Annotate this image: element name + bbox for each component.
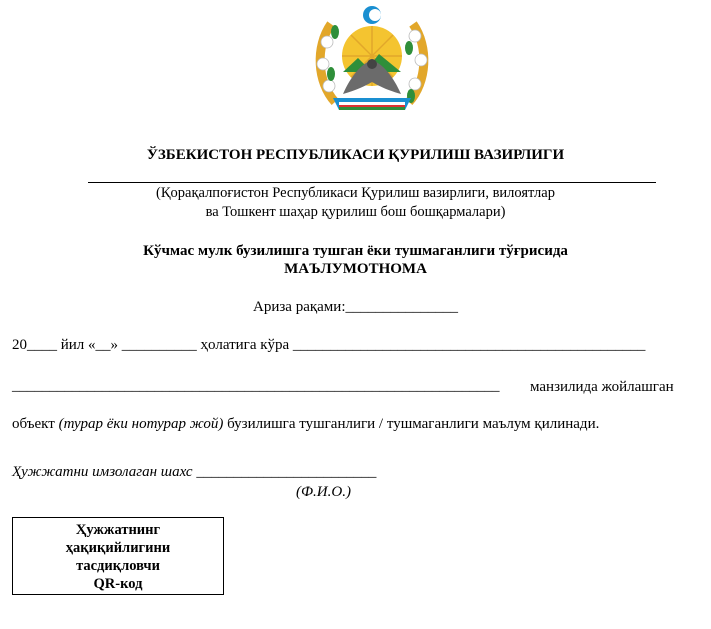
qr-box-line: тасдиқловчи xyxy=(76,558,160,574)
emblem-icon xyxy=(313,2,431,124)
signer-blank: ________________________ xyxy=(196,464,377,480)
object-suffix: бузилишга тушганлиги / тушмаганлиги маълум қилинади. xyxy=(227,416,600,432)
state-emblem xyxy=(313,2,431,124)
subtitle-line-1: (Қорақалпоғистон Республикаси Қурилиш вазирлиги, вилоятлар xyxy=(156,185,555,201)
date-line: 20____ йил «__» __________ ҳолатига кўра _______________________________________________ xyxy=(12,337,646,353)
address-suffix: манзилида жойлашган xyxy=(530,379,674,395)
document-type: МАЪЛУМОТНОМА xyxy=(284,261,427,277)
subtitle-line-2: ва Тошкент шаҳар қурилиш бош бошқармалари) xyxy=(205,204,506,220)
qr-box-line: Ҳужжатнинг xyxy=(75,522,161,538)
ministry-underline xyxy=(88,182,656,183)
ministry-title: ЎЗБЕКИСТОН РЕСПУБЛИКАСИ ҚУРИЛИШ ВАЗИРЛИГИ xyxy=(146,147,565,163)
address-blank: _________________________________________________________________ xyxy=(12,378,500,394)
qr-box-line: ҳақиқийлигини xyxy=(65,540,171,556)
object-line xyxy=(12,416,599,433)
fio-label: (Ф.И.О.) xyxy=(296,484,351,500)
object-type: (турар ёки нотурар жой) xyxy=(58,416,224,432)
signer-label: Ҳужжатни имзолаган шахс xyxy=(12,464,193,480)
document-subject: Кўчмас мулк бузилишга тушган ёки тушмаганлиги тўғрисида xyxy=(143,243,568,259)
application-number: Ариза рақами:_______________ xyxy=(253,299,458,315)
qr-code-box xyxy=(12,517,224,595)
object-prefix: объект xyxy=(12,416,55,432)
qr-box-line: QR-код xyxy=(93,576,143,592)
signer-line xyxy=(12,464,376,481)
